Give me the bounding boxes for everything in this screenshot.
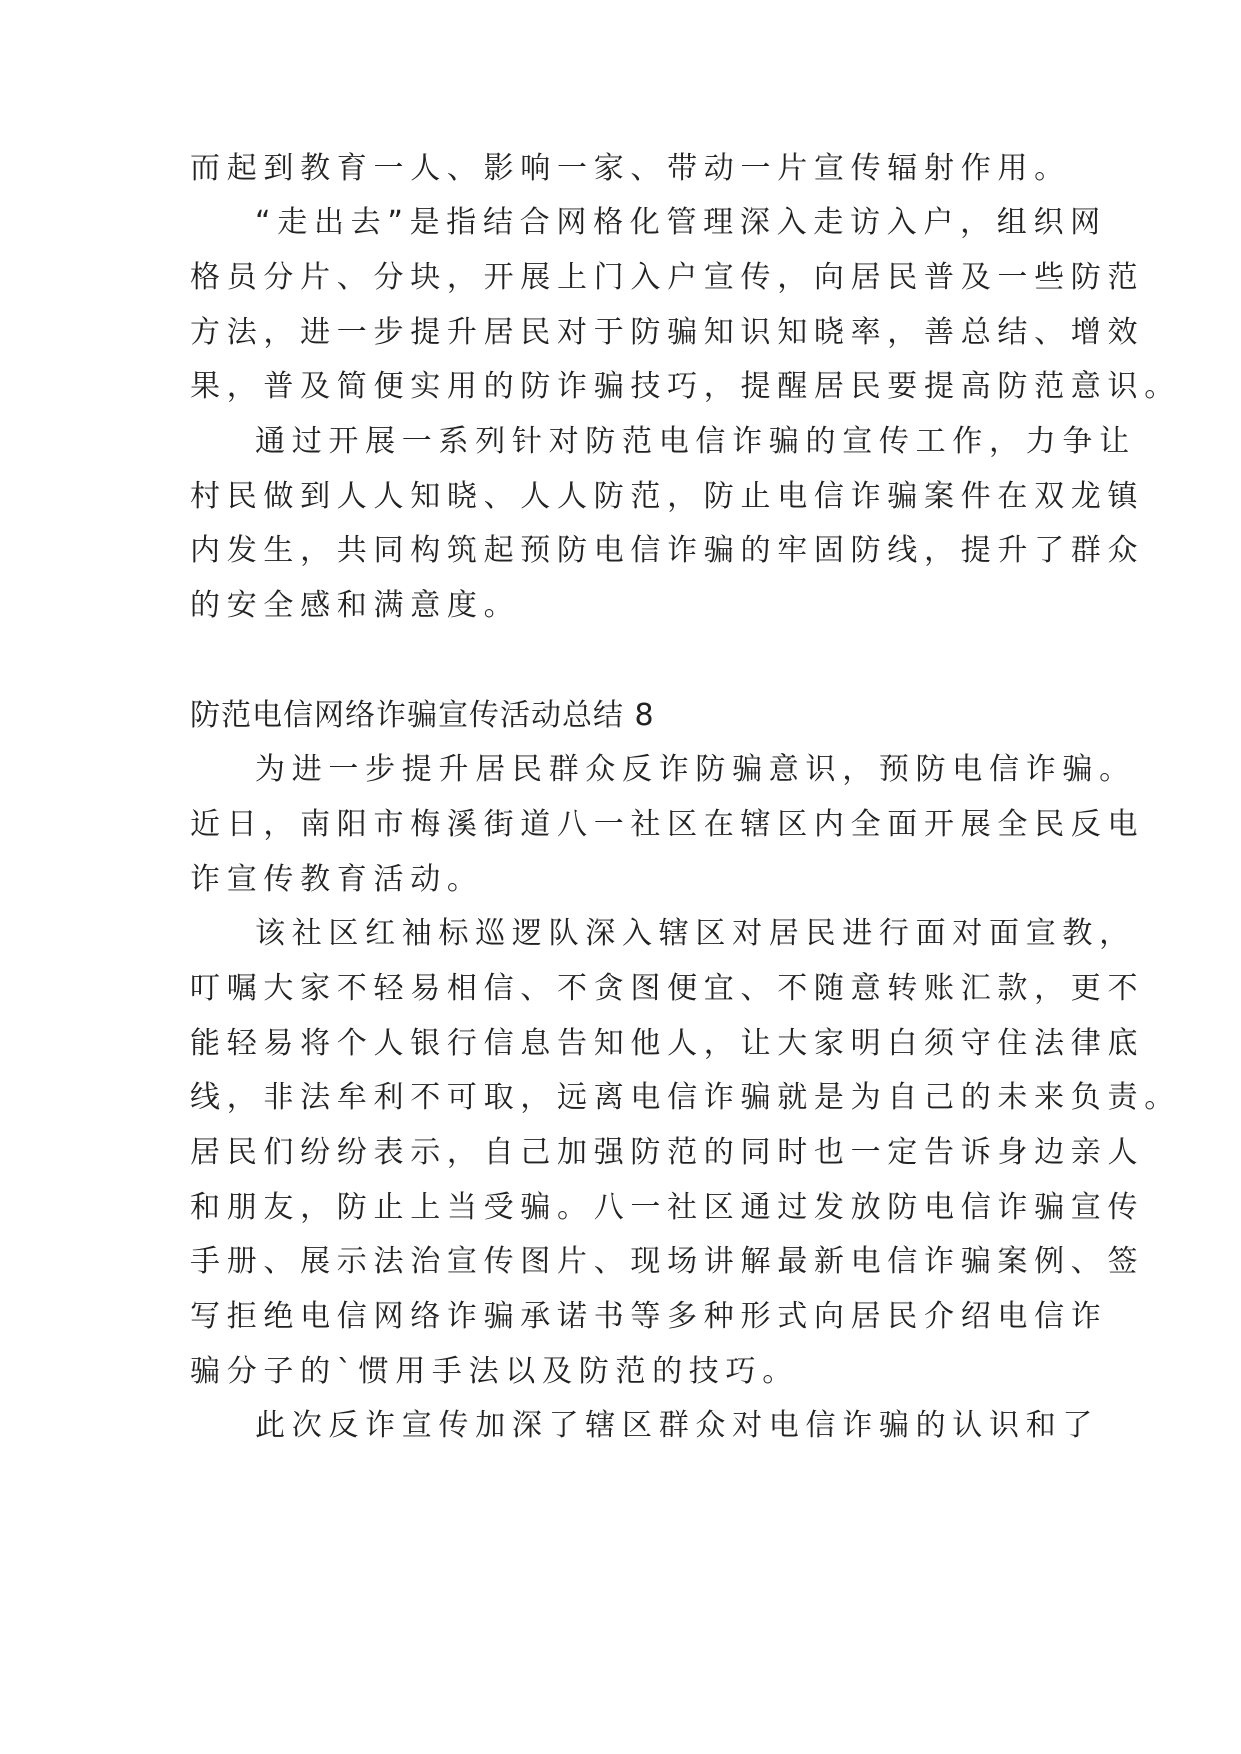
paragraph-line: 该社区红袖标巡逻队深入辖区对居民进行面对面宣教， bbox=[255, 916, 1136, 951]
section-heading: 防范电信网络诈骗宣传活动总结 8 bbox=[190, 698, 655, 733]
paragraph-line: 和朋友，防止上当受骗。八一社区通过发放防电信诈骗宣传 bbox=[190, 1190, 1145, 1225]
paragraph-line: “走出去”是指结合网格化管理深入走访入户，组织网 bbox=[255, 205, 1107, 240]
paragraph-line: 居民们纷纷表示，自己加强防范的同时也一定告诉身边亲人 bbox=[190, 1135, 1145, 1170]
paragraph-line: 村民做到人人知晓、人人防范，防止电信诈骗案件在双龙镇 bbox=[190, 479, 1145, 514]
paragraph-line: 果，普及简便实用的防诈骗技巧，提醒居民要提高防范意识。 bbox=[190, 369, 1181, 404]
paragraph-line: 通过开展一系列针对防范电信诈骗的宣传工作，力争让 bbox=[255, 424, 1136, 459]
paragraph-line: 的安全感和满意度。 bbox=[190, 588, 521, 623]
paragraph-line: 能轻易将个人银行信息告知他人，让大家明白须守住法律底 bbox=[190, 1026, 1145, 1061]
paragraph-line: 此次反诈宣传加深了辖区群众对电信诈骗的认识和了 bbox=[255, 1408, 1100, 1443]
paragraph-line: 格员分片、分块，开展上门入户宣传，向居民普及一些防范 bbox=[190, 260, 1145, 295]
paragraph-line: 写拒绝电信网络诈骗承诺书等多种形式向居民介绍电信诈 bbox=[190, 1299, 1108, 1334]
paragraph-line: 内发生，共同构筑起预防电信诈骗的牢固防线，提升了群众 bbox=[190, 533, 1145, 568]
paragraph-line: 近日，南阳市梅溪街道八一社区在辖区内全面开展全民反电 bbox=[190, 807, 1145, 842]
paragraph-line: 手册、展示法治宣传图片、现场讲解最新电信诈骗案例、签 bbox=[190, 1244, 1145, 1279]
paragraph-line: 叮嘱大家不轻易相信、不贪图便宜、不随意转账汇款，更不 bbox=[190, 971, 1145, 1006]
paragraph-line: 诈宣传教育活动。 bbox=[190, 862, 484, 897]
paragraph-line: 为进一步提升居民群众反诈防骗意识，预防电信诈骗。 bbox=[255, 752, 1136, 787]
paragraph-line: 骗分子的`惯用手法以及防范的技巧。 bbox=[190, 1354, 799, 1389]
paragraph-line: 而起到教育一人、影响一家、带动一片宣传辐射作用。 bbox=[190, 151, 1071, 186]
paragraph-line: 线，非法牟利不可取，远离电信诈骗就是为自己的未来负责。 bbox=[190, 1080, 1181, 1115]
paragraph-line: 方法，进一步提升居民对于防骗知识知晓率，善总结、增效 bbox=[190, 315, 1145, 350]
